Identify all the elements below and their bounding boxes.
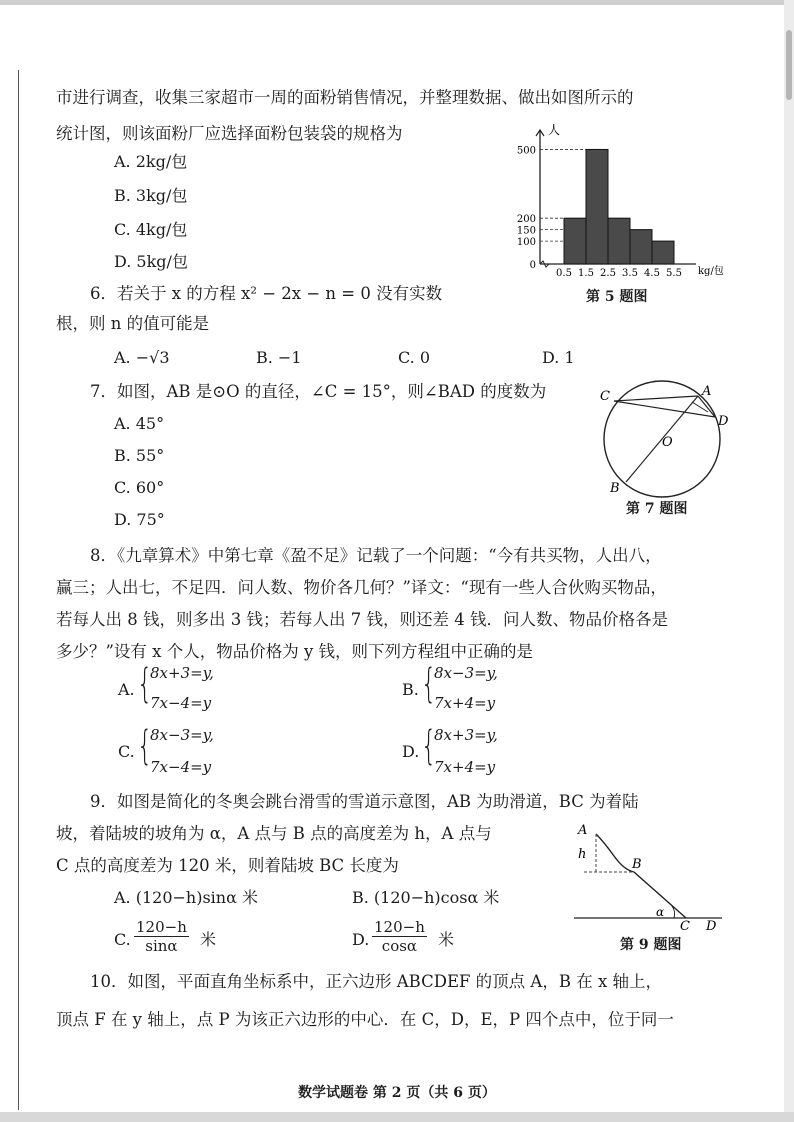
q8-option-d-eq1: 8x+3=y,	[434, 726, 498, 744]
q8-option-d-eq2: 7x+4=y	[434, 758, 496, 776]
q9-option-a: A. (120−h)sinα 米	[114, 888, 258, 907]
histogram-bar	[630, 230, 652, 264]
q6-option-c: C. 0	[398, 348, 431, 367]
q10-text-line-2: 顶点 F 在 y 轴上，点 P 为该正六边形的中心．在 C，D，E，P 四个点中，位于同一	[56, 1010, 674, 1029]
x-tick-label: 3.5	[622, 268, 638, 278]
chord-ad	[698, 396, 715, 417]
x-axis-label: kg/包	[698, 266, 724, 277]
chord-ca	[614, 396, 698, 401]
scrollbar-track[interactable]	[784, 0, 794, 1122]
y-tick-label: 0	[529, 260, 536, 271]
histogram-bar	[586, 149, 608, 264]
label-a: A	[702, 384, 712, 399]
q6-option-a: A. −√3	[114, 348, 170, 367]
histogram-bar	[608, 218, 630, 264]
label-d: D	[718, 414, 729, 429]
label-h: h	[578, 847, 587, 862]
x-tick-label: 5.5	[666, 268, 682, 278]
label-c: C	[680, 919, 690, 930]
q8-option-c-label: C.	[118, 742, 135, 761]
q7-figure-caption: 第 7 题图	[626, 501, 688, 517]
q9-option-d-label: D.	[352, 930, 370, 949]
q5-figure-caption: 第 5 题图	[586, 289, 648, 305]
q9-option-d-unit: 米	[438, 930, 455, 949]
y-tick-label: 150	[516, 225, 536, 237]
q6-option-d: D. 1	[542, 348, 575, 367]
q7-option-d: D. 75°	[114, 510, 165, 529]
q5-option-b: B. 3kg/包	[114, 186, 188, 205]
q9-option-d-numerator: 120−h	[374, 918, 425, 936]
histogram-bar	[564, 218, 586, 264]
q9-option-c-fraction	[134, 918, 189, 955]
q10-text-line-1: 10．如图，平面直角坐标系中，正六边形 ABCDEF 的顶点 A，B 在 x 轴上，	[90, 972, 663, 991]
scrollbar-thumb[interactable]	[786, 30, 792, 100]
q5-option-c: C. 4kg/包	[114, 220, 188, 239]
q8-text-line-1: 8．《九章算术》中第七章《盈不足》记载了一个问题：“今有共买物，人出八，	[90, 546, 662, 565]
chord-cd	[614, 401, 715, 417]
q5-histogram	[500, 118, 740, 278]
y-tick-label: 100	[516, 237, 536, 249]
runway-ab	[596, 834, 634, 872]
q9-option-c-numerator: 120−h	[136, 918, 187, 936]
q9-option-d-fraction	[372, 918, 427, 955]
q8-option-a-eq1: 8x+3=y,	[150, 664, 214, 682]
q8-text-line-2: 赢三；人出七，不足四．问人数、物价各几何？”译文：“现有一些人合伙购买物品，	[56, 578, 667, 597]
histogram-bar	[652, 241, 674, 264]
q9-option-c-denominator: sinα	[145, 937, 178, 955]
x-tick-label: 0.5	[556, 268, 572, 278]
q8-option-c-eq2: 7x−4=y	[150, 758, 212, 776]
label-d: D	[706, 919, 717, 930]
q8-option-b-eq2: 7x+4=y	[434, 694, 496, 712]
y-tick-label: 500	[516, 145, 536, 157]
y-tick-label: 200	[516, 214, 536, 226]
q5-option-d: D. 5kg/包	[114, 252, 188, 271]
bottom-edge	[0, 1112, 794, 1122]
q9-option-c-label: C.	[114, 930, 131, 949]
q7-option-c: C. 60°	[114, 478, 165, 497]
x-tick-label: 2.5	[600, 268, 616, 278]
q6-text-line-2: 根，则 n 的值可能是	[56, 314, 210, 333]
q5-option-a: A. 2kg/包	[114, 152, 188, 171]
label-alpha: α	[656, 905, 665, 919]
page-footer: 数学试题卷 第 2 页（共 6 页）	[298, 1085, 496, 1101]
q7-circle-diagram	[600, 380, 740, 500]
q8-text-line-4: 多少？”设有 x 个人，物品价格为 y 钱，则下列方程组中正确的是	[56, 642, 534, 661]
binding-line	[18, 70, 19, 1110]
q8-text-line-3: 若每人出 8 钱，则多出 3 钱；若每人出 7 钱，则还差 4 钱．问人数、物品价格各是	[56, 610, 668, 629]
q9-option-c-unit: 米	[200, 930, 217, 949]
q6-text-line-1: 6．若关于 x 的方程 x² − 2x − n = 0 没有实数	[90, 284, 443, 303]
label-c: C	[600, 389, 610, 404]
q8-option-c-eq1: 8x−3=y,	[150, 726, 214, 744]
q6-option-b: B. −1	[256, 348, 302, 367]
label-b: B	[610, 481, 620, 496]
q9-ski-diagram	[574, 822, 734, 930]
label-o: O	[662, 435, 673, 450]
q8-option-b-brace: {	[421, 661, 437, 707]
q7-text-line-1: 7．如图，AB 是⊙O 的直径，∠C = 15°，则∠BAD 的度数为	[90, 382, 547, 401]
q9-figure-caption: 第 9 题图	[620, 937, 682, 953]
q8-option-d-brace: {	[421, 723, 437, 769]
q8-option-b-eq1: 8x−3=y,	[434, 664, 498, 682]
label-b: B	[632, 857, 642, 872]
q9-text-line-1: 9．如图是简化的冬奥会跳台滑雪的雪道示意图，AB 为助滑道，BC 为着陆	[90, 792, 639, 811]
q5-text-line-1: 市进行调查，收集三家超市一周的面粉销售情况，并整理数据、做出如图所示的	[56, 88, 634, 107]
label-a: A	[578, 823, 588, 838]
q5-text-line-2: 统计图，则该面粉厂应选择面粉包装袋的规格为	[56, 124, 403, 143]
top-edge	[0, 0, 794, 5]
q9-text-line-2: 坡，着陆坡的坡角为 α，A 点与 B 点的高度差为 h，A 点与	[56, 824, 492, 843]
q7-option-b: B. 55°	[114, 446, 165, 465]
x-tick-label: 1.5	[578, 268, 594, 278]
chord-detail	[692, 402, 708, 412]
q8-option-b-label: B.	[402, 680, 419, 699]
q8-option-d-label: D.	[402, 742, 420, 761]
q9-option-b: B. (120−h)cosα 米	[352, 888, 500, 907]
x-tick-label: 4.5	[644, 268, 660, 278]
q8-option-c-brace: {	[137, 723, 153, 769]
q8-option-a-label: A.	[118, 680, 135, 699]
q7-option-a: A. 45°	[114, 414, 165, 433]
y-axis-label: 人	[548, 123, 561, 137]
q8-option-a-brace: {	[137, 661, 153, 707]
q8-option-a-eq2: 7x−4=y	[150, 694, 212, 712]
q9-text-line-3: C 点的高度差为 120 米，则着陆坡 BC 长度为	[56, 856, 399, 875]
q9-option-d-denominator: cosα	[381, 937, 418, 955]
